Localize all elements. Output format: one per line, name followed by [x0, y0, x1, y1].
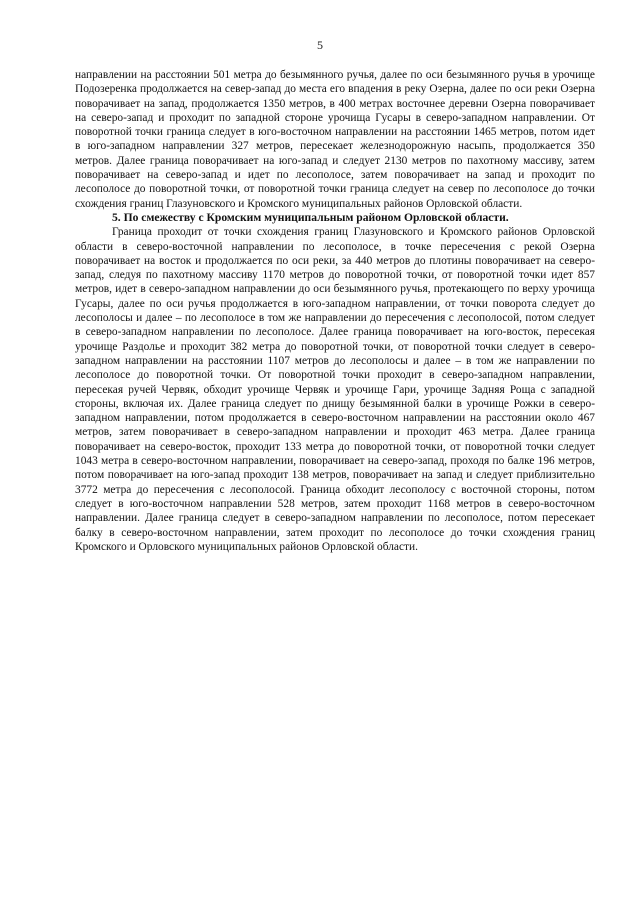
page-number: 5	[317, 38, 323, 52]
paragraph-continuation: направлении на расстоянии 501 метра до безымянного ручья, далее по оси безымянного ручья в урочище Подозеренка продолжается на север-запад до места его впадения в реку Озерна, далее по оси реки Озерна поворачивает на запад, продолжается 1350 метров, в 400 метрах восточнее деревни Озерна поворачивает на северо-запад и проходит по западной стороне урочища Гусары в северо-западном направлении. От поворотной точки граница следует в юго-восточном направлении на расстоянии 1465 метров, потом идет в юго-западном направлении 327 метров, пересекает железнодорожную насыпь, продолжается 350 метров. Далее граница поворачивает на юго-запад и следует 2130 метров по пахотному массиву, затем поворачивает на северо-запад и идет по лесополосе, затем поворачивает на запад и проходит по лесополосе до поворотной точки, от поворотной точки граница следует на север по лесополосе до точки схождения границ Глазуновского и Кромского муниципальных районов Орловской области.	[75, 69, 595, 210]
section-heading: 5. По смежеству с Кромским муниципальным районом Орловской области.	[112, 210, 509, 224]
paragraph-kromskoy-border: Граница проходит от точки схождения границ Глазуновского и Кромского районов Орловской области в северо-восточной направлении по лесополосе, в точке пересечения с рекой Озерна поворачивает на восток и продолжается по оси реки, за 440 метров до плотины поворачивает на северо-запад, следуя по пахотному массиву 1170 метров до поворотной точки, от поворотной точки идет 857 метров, идет в северо-западном направлении до оси безымянного ручья, протекающего по верху урочища Гусары, далее по оси ручья продолжается в юго-западном направлении, от точки поворота следует до лесополосы и далее – по лесополосе в том же направлении до пересечения с лесополосой, потом следует в северо-западном направлении по лесополосе. Далее граница поворачивает на юго-восток, пересекая урочище Раздолье и проходит 382 метра до поворотной точки, от поворотной точки следует в северо-западном направлении на расстоянии 1107 метров до лесополосы и далее – в том же направлении по лесополосе до поворотной точки. От поворотной точки проходит в северо-западном направлении, пересекая ручей Червяк, обходит урочище Червяк и урочище Гари, урочище Задняя Роща с западной стороны, включая их. Далее граница следует по днищу безымянной балки в урочище Рожки в северо-западном направлении, потом продолжается в северо-восточном направлении на расстоянии около 467 метров, затем поворачивает в северо-западном направлении и проходит 463 метра. Далее граница поворачивает на северо-восток, проходит 133 метра до поворотной точки, от поворотной точки следует 1043 метра в северо-восточном направлении, поворачивает на северо-запад, проходя по балке 196 метров, потом поворачивает на юго-запад проходит 138 метров, поворачивает на запад и следует приблизительно 3772 метра до пересечения с лесополосой. Граница обходит лесополосу с восточной стороны, потом следует в юго-восточном направлении 528 метров, затем проходит 1168 метров в северо-восточном направлении. Далее граница следует в северо-западном направлении по лесополосе, потом пересекает балку в северо-восточном направлении, затем проходит по лесополосе до точки схождения границ Кромского и Орловского муниципальных районов Орловской области.	[75, 226, 595, 553]
document-body	[75, 68, 595, 554]
